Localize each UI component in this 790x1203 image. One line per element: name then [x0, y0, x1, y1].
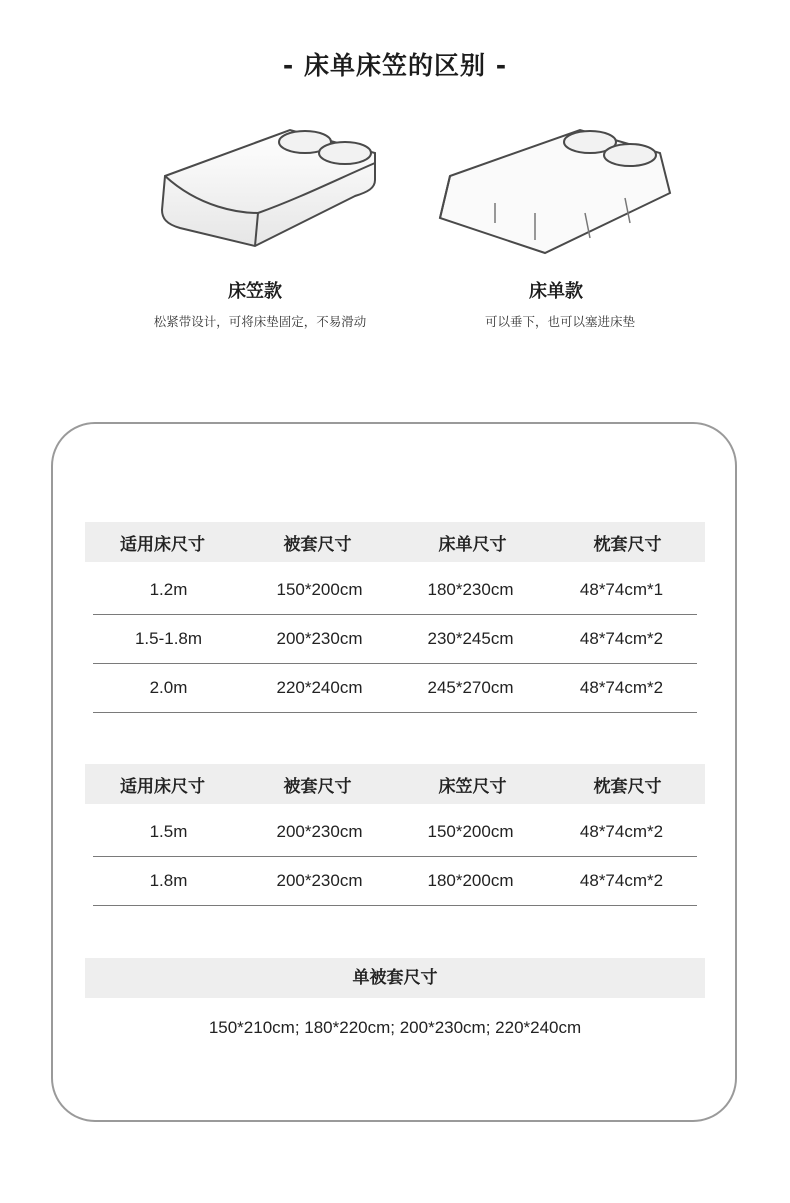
sheet-size-table [85, 522, 705, 713]
table-cell: 150*200cm [427, 822, 514, 841]
table-header [85, 764, 705, 804]
page-title: - 床单床笠的区别 - [282, 51, 508, 80]
table-header [85, 522, 705, 562]
single-duvet-header: 单被套尺寸 [85, 958, 705, 998]
header-cell: 枕套尺寸 [593, 534, 662, 555]
single-duvet-sizes: 150*210cm; 180*220cm; 200*230cm; 220*240cm [208, 1018, 582, 1037]
table-cell: 1.5-1.8m [134, 629, 203, 648]
sheet-title: 床单款 [529, 281, 583, 302]
table-cell: 48*74cm*2 [579, 871, 664, 890]
header-cell: 被套尺寸 [283, 776, 352, 797]
table-cell: 150*200cm [276, 580, 363, 599]
table-row [93, 615, 697, 664]
header-cell: 床单尺寸 [438, 534, 507, 555]
table-cell: 230*245cm [427, 629, 514, 648]
table-row [93, 664, 697, 713]
table-cell: 48*74cm*2 [579, 678, 664, 697]
header-cell: 适用床尺寸 [120, 534, 205, 555]
table-cell: 180*230cm [427, 580, 514, 599]
fitted-title: 床笠款 [228, 281, 282, 302]
sheet-desc: 可以垂下，也可以塞进床垫 [484, 314, 635, 329]
table-cell: 220*240cm [276, 678, 363, 697]
table-cell: 180*200cm [427, 871, 514, 890]
table-cell: 2.0m [149, 678, 188, 697]
header-cell: 枕套尺寸 [593, 776, 662, 797]
fitted-desc: 松紧带设计，可将床垫固定，不易滑动 [153, 314, 367, 329]
flat-sheet-illustration [425, 118, 685, 268]
fitted-sheet-illustration [140, 118, 390, 268]
table-row [93, 566, 697, 615]
table-cell: 48*74cm*1 [579, 580, 664, 599]
table-cell: 200*230cm [276, 629, 363, 648]
table-cell: 200*230cm [276, 822, 363, 841]
table-cell: 245*270cm [427, 678, 514, 697]
header-cell: 床笠尺寸 [438, 776, 507, 797]
table-cell: 1.5m [149, 822, 188, 841]
header-cell: 被套尺寸 [283, 534, 352, 555]
flat-sheet-bed-icon [425, 118, 685, 268]
table-cell: 200*230cm [276, 871, 363, 890]
table-row [93, 808, 697, 857]
fitted-bed-icon [140, 118, 390, 268]
table-cell: 1.8m [149, 871, 188, 890]
table-cell: 1.2m [149, 580, 188, 599]
table-cell: 48*74cm*2 [579, 629, 664, 648]
header-cell: 适用床尺寸 [120, 776, 205, 797]
table-row [93, 857, 697, 906]
table-cell: 48*74cm*2 [579, 822, 664, 841]
fitted-size-table [85, 764, 705, 906]
